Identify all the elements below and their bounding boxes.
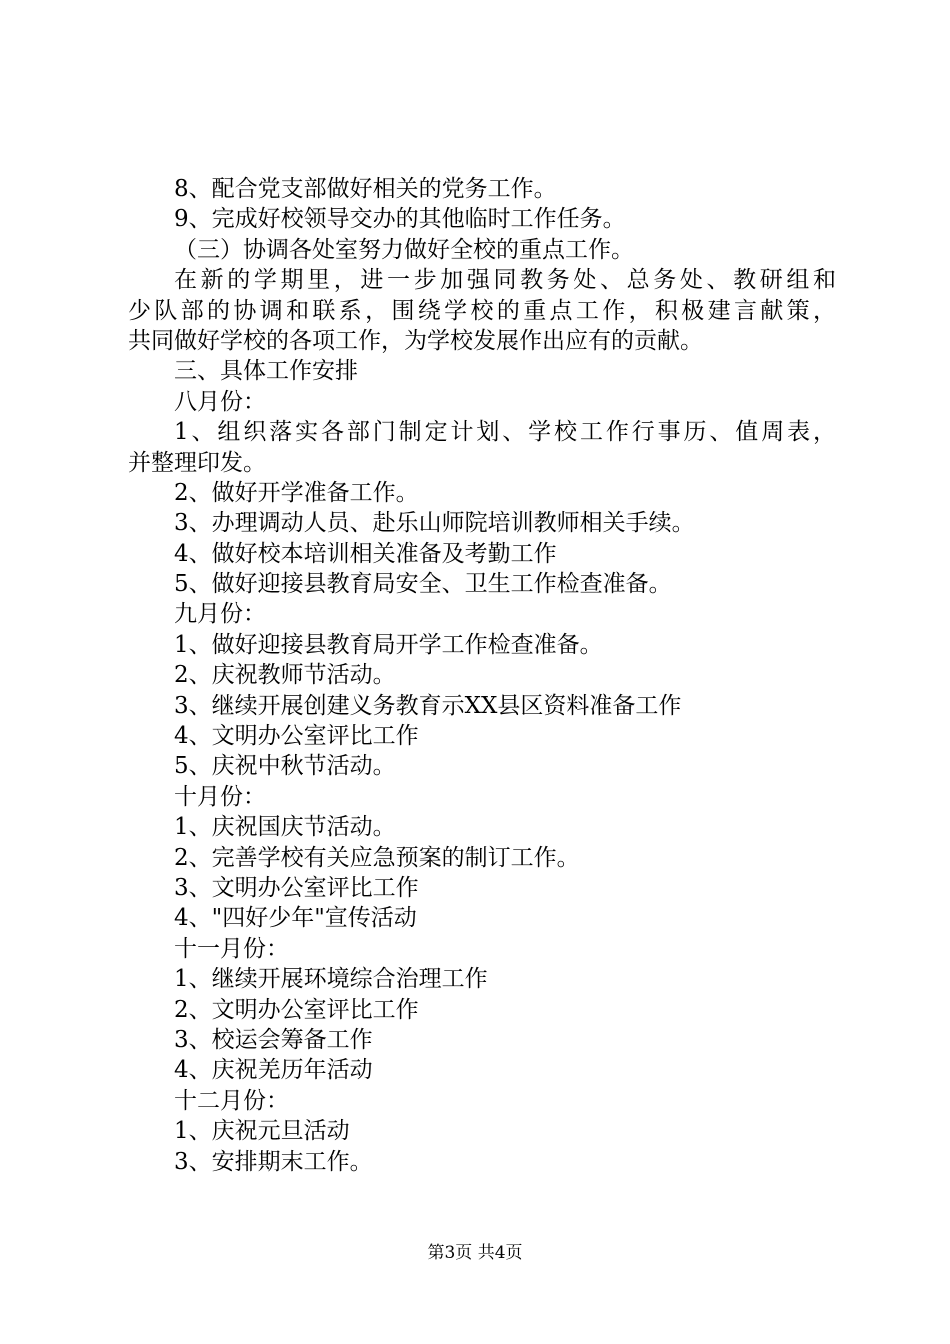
- text-line: 并整理印发。: [128, 449, 266, 476]
- text-line: 2、做好开学准备工作。: [174, 479, 419, 506]
- text-line: 2、完善学校有关应急预案的制订工作。: [174, 844, 580, 871]
- text-line: 1、庆祝元旦活动: [174, 1118, 350, 1145]
- text-line: 3、继续开展创建义务教育示XX县区资料准备工作: [174, 692, 682, 719]
- body-text: [128, 174, 836, 1177]
- text-line: 4、做好校本培训相关准备及考勤工作: [174, 540, 557, 567]
- page-number-footer: 第3页 共4页: [427, 1243, 523, 1263]
- text-line: 1、庆祝国庆节活动。: [174, 814, 396, 841]
- text-line: 8、配合党支部做好相关的党务工作。: [174, 176, 557, 202]
- text-line: 3、校运会筹备工作: [174, 1026, 373, 1053]
- text-line: 5、庆祝中秋节活动。: [174, 753, 396, 780]
- month-heading: 八月份：: [174, 388, 266, 415]
- text-line: 1、继续开展环境综合治理工作: [174, 966, 488, 993]
- text-line: 1、做好迎接县教育局开学工作检查准备。: [174, 631, 603, 658]
- text-line: 4、庆祝羌历年活动: [174, 1057, 373, 1084]
- text-line: 3、安排期末工作。: [174, 1148, 373, 1175]
- text-line: 5、做好迎接县教育局安全、卫生工作检查准备。: [174, 571, 672, 598]
- text-line: 1、组织落实各部门制定计划、学校工作行事历、值周表，: [174, 419, 836, 446]
- text-line: 在新的学期里，进一步加强同教务处、总务处、教研组和: [174, 267, 836, 294]
- month-heading: 十月份：: [174, 783, 266, 810]
- month-heading: 九月份：: [174, 601, 266, 628]
- section-heading: 三、具体工作安排: [174, 358, 358, 385]
- text-line: 3、文明办公室评比工作: [174, 874, 419, 901]
- text-line: 少队部的协调和联系，围绕学校的重点工作，积极建言献策，: [128, 297, 836, 324]
- text-line: 共同做好学校的各项工作，为学校发展作出应有的贡献。: [128, 327, 703, 354]
- month-heading: 十一月份：: [174, 935, 289, 962]
- text-line: 3、办理调动人员、赴乐山师院培训教师相关手续。: [174, 510, 695, 537]
- section-heading: （三）协调各处室努力做好全校的重点工作。: [174, 236, 634, 263]
- text-line: 2、文明办公室评比工作: [174, 996, 419, 1023]
- month-heading: 十二月份：: [174, 1087, 289, 1114]
- text-line: 4、文明办公室评比工作: [174, 723, 419, 750]
- text-line: 9、完成好校领导交办的其他临时工作任务。: [174, 206, 626, 233]
- text-line: 4、"四好少年"宣传活动: [174, 905, 417, 932]
- text-line: 2、庆祝教师节活动。: [174, 662, 396, 689]
